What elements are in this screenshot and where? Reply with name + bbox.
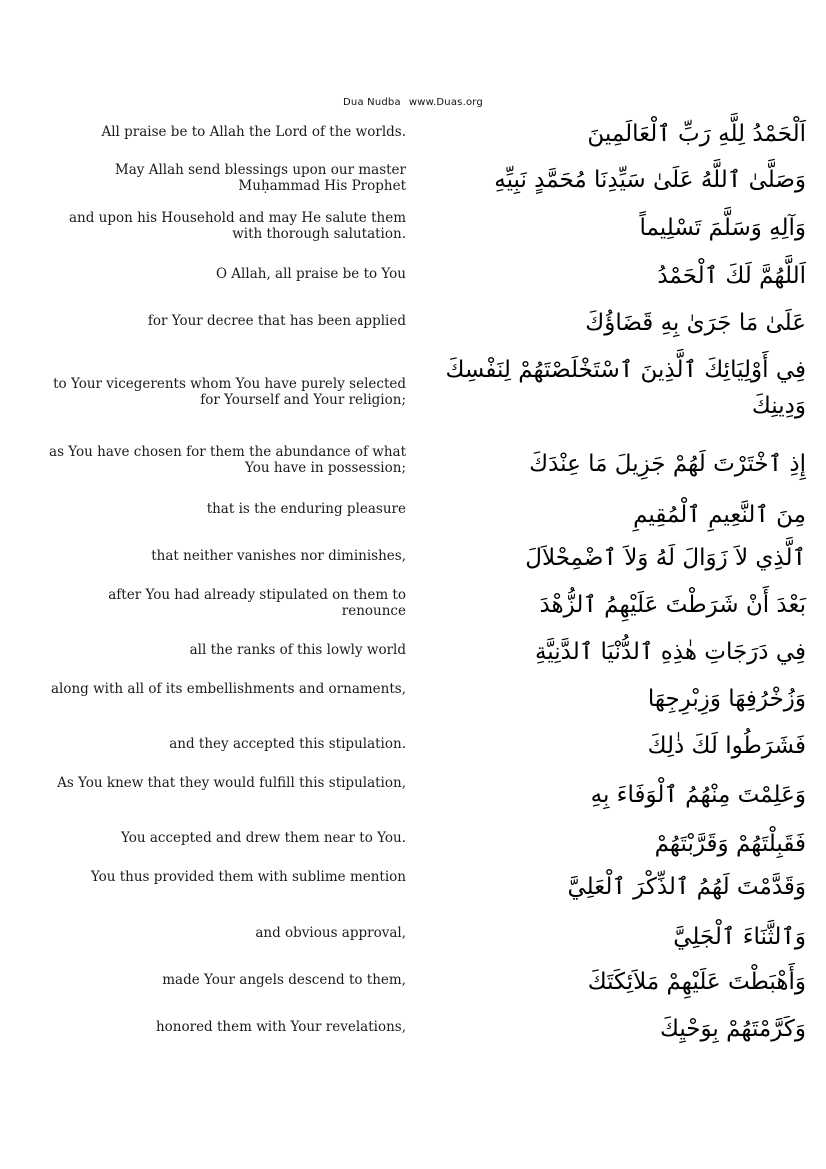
- arabic-text: وَأَهْبَطْتَ عَلَيْهِمْ مَلاَئِكَتَكَ: [587, 969, 806, 995]
- arabic-text: وَٱلثَّنَاءَ ٱلْجَلِيَّ: [673, 924, 806, 950]
- arabic-text: وَآلِهِ وَسَلَّمَ تَسْلِيماً: [639, 215, 806, 241]
- arabic-text: اَللَّهُمَّ لَكَ ٱلْحَمْدُ: [657, 263, 806, 289]
- arabic-text: ٱلَّذِي لاَ زَوَالَ لَهُ وَلاَ ٱضْمِحْلاَلَ: [525, 545, 806, 571]
- arabic-text: عَلَىٰ مَا جَرَىٰ بِهِ قَضَاؤُكَ: [585, 310, 806, 336]
- english-translation: May Allah send blessings upon our master Muḥammad His Prophet: [114, 162, 406, 194]
- english-translation: all the ranks of this lowly world: [189, 642, 406, 658]
- site-url: www.Duas.org: [408, 97, 483, 108]
- arabic-text: إِذِ ٱخْتَرْتَ لَهُمْ جَزِيلَ مَا عِنْدَكَ: [529, 451, 806, 477]
- arabic-text: فِي أَوْلِيَائِكَ ٱلَّذِينَ ٱسْتَخْلَصْتَهُمْ لِنَفْسِكَ وَدِينِكَ: [445, 357, 806, 419]
- english-translation: and they accepted this stipulation.: [169, 736, 406, 752]
- arabic-text: وَصَلَّىٰ ٱللَّهُ عَلَىٰ سَيِّدِنَا مُحَمَّدٍ نَبِيِّهِ: [494, 167, 806, 193]
- english-translation: As You knew that they would fulfill this stipulation,: [57, 775, 406, 791]
- arabic-text: بَعْدَ أَنْ شَرَطْتَ عَلَيْهِمُ ٱلزُّهْدَ: [539, 592, 806, 618]
- arabic-text: فَشَرَطُوا لَكَ ذٰلِكَ: [647, 733, 806, 759]
- document-title: Dua Nudba: [343, 97, 401, 108]
- arabic-text: فِي دَرَجَاتِ هٰذِهِ ٱلدُّنْيَا ٱلدَّنِيَّةِ: [534, 639, 806, 665]
- english-translation: for Your decree that has been applied: [147, 313, 406, 329]
- english-translation: All praise be to Allah the Lord of the worlds.: [101, 124, 406, 140]
- arabic-text: وَعَلِمْتَ مِنْهُمُ ٱلْوَفَاءَ بِهِ: [590, 782, 806, 808]
- arabic-text: اَلْحَمْدُ لِلَّهِ رَبِّ ٱلْعَالَمِينَ: [587, 121, 806, 147]
- english-translation: to Your vicegerents whom You have purely selected for Yourself and Your religion;: [53, 376, 406, 408]
- english-translation: You accepted and drew them near to You.: [121, 830, 406, 846]
- english-translation: after You had already stipulated on them to renounce: [108, 587, 406, 619]
- english-translation: that neither vanishes nor diminishes,: [151, 548, 406, 564]
- arabic-text: فَقَبِلْتَهُمْ وَقَرَّبْتَهُمْ: [654, 831, 806, 857]
- arabic-text: مِنَ ٱلنَّعِيمِ ٱلْمُقِيمِ: [633, 502, 806, 528]
- arabic-text: وَزُخْرُفِهَا وَزِبْرِجِهَا: [647, 686, 806, 712]
- arabic-text: وَقَدَّمْتَ لَهُمُ ٱلذِّكْرَ ٱلْعَلِيَّ: [567, 874, 806, 900]
- english-translation: You thus provided them with sublime mention: [90, 869, 406, 885]
- english-translation: honored them with Your revelations,: [155, 1019, 406, 1035]
- english-translation: as You have chosen for them the abundance of what You have in possession;: [49, 444, 406, 476]
- english-translation: that is the enduring pleasure: [206, 501, 406, 517]
- english-translation: and upon his Household and may He salute them with thorough salutation.: [68, 210, 406, 242]
- english-translation: made Your angels descend to them,: [162, 972, 406, 988]
- english-translation: and obvious approval,: [255, 925, 406, 941]
- english-translation: along with all of its embellishments and ornaments,: [50, 681, 406, 697]
- arabic-text: وَكَرَّمْتَهُمْ بِوَحْيِكَ: [659, 1016, 806, 1042]
- english-translation: O Allah, all praise be to You: [215, 266, 406, 282]
- page-header: [0, 97, 826, 108]
